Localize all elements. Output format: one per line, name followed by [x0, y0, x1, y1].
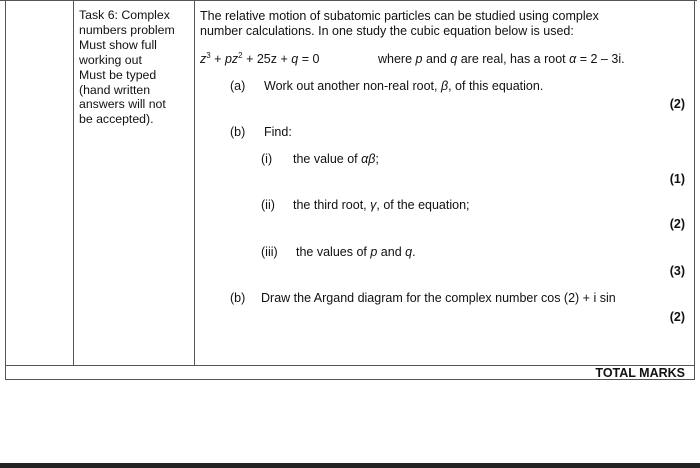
column-divider-2	[194, 0, 195, 366]
table-left-border	[5, 0, 6, 380]
task-line: Task 6: Complex	[79, 8, 170, 22]
column-divider-1	[73, 0, 74, 366]
task-line: answers will not	[79, 97, 166, 112]
part-b-label: (b)	[230, 125, 246, 139]
part-b-ii-mark: (2)	[669, 217, 685, 231]
part-b-ii-text: the third root, γ, of the equation;	[293, 198, 470, 212]
part-b-iii-mark: (3)	[669, 264, 685, 278]
part-b-ii-label: (ii)	[261, 198, 275, 212]
task-description	[79, 8, 191, 127]
part-b-iii-text: the values of p and q.	[296, 245, 416, 259]
bottom-edge-bar	[0, 463, 700, 468]
table-right-border	[694, 0, 695, 380]
part-b-i-text: the value of αβ;	[293, 152, 379, 166]
equation-condition: where p and q are real, has a root α = 2 – 3i.	[378, 52, 625, 66]
part-b-i-label: (i)	[261, 152, 273, 166]
part-b-text: Find:	[264, 125, 292, 139]
task-line: working out	[79, 52, 142, 67]
part-a-text: Work out another non-real root, β, of this equation.	[264, 79, 544, 93]
intro-line-2: number calculations. In one study the cubic equation below is used:	[200, 24, 574, 38]
part-b-i-mark: (1)	[669, 172, 685, 186]
row-divider	[5, 365, 695, 366]
table-top-border	[0, 0, 697, 1]
task-line: Must be typed	[79, 67, 157, 82]
part-a-label: (a)	[230, 79, 246, 93]
task-line: numbers problem	[79, 22, 175, 37]
part-b-iii-label: (iii)	[261, 245, 278, 259]
task-line: Must show full	[79, 37, 157, 52]
task-line: (hand written	[79, 82, 151, 97]
intro-line-1: The relative motion of subatomic particles can be studied using complex	[200, 9, 599, 23]
cubic-equation: $z^3 + pz^2 + 25z + q = 0$	[200, 51, 320, 66]
part-b2-mark: (2)	[669, 310, 685, 324]
total-marks-label: TOTAL MARKS	[595, 366, 685, 380]
part-b2-label: (b)	[230, 291, 246, 305]
task-line: be accepted).	[79, 112, 154, 127]
part-a-mark: (2)	[669, 97, 685, 111]
part-b2-text: Draw the Argand diagram for the complex number cos (2) + i sin	[261, 291, 616, 305]
table-bottom-border	[5, 379, 695, 380]
